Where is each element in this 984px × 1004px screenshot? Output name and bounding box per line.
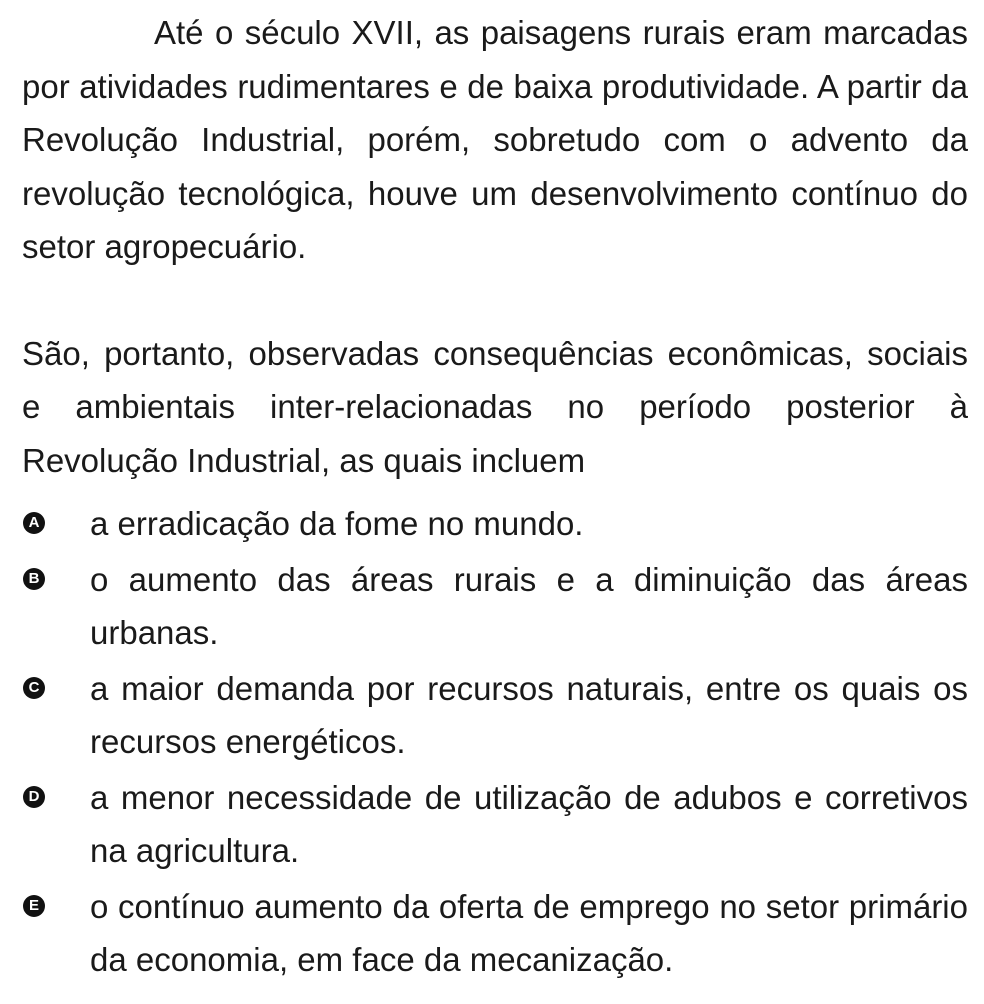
- option-a[interactable]: [22, 497, 968, 551]
- option-e-text: o contínuo aumento da oferta de emprego no setor primário da economia, em face da mecanização.: [90, 887, 968, 978]
- option-d[interactable]: [22, 771, 968, 878]
- question-stem: São, portanto, observadas consequências econômicas, sociais e ambientais inter-relacionadas no período posterior à Revolução Industrial, as quais incluem: [22, 334, 968, 479]
- answer-options: [22, 497, 968, 987]
- option-d-letter-icon: D: [23, 786, 45, 808]
- option-c-text: a maior demanda por recursos naturais, entre os quais os recursos energéticos.: [90, 669, 968, 760]
- context-paragraph: Até o século XVII, as paisagens rurais eram marcadas por atividades rudimentares e de baixa produtividade. A partir da Revolução Industrial, porém, sobretudo com o advento da revolução tecnológica, houve um desenvolvimento contínuo do setor agropecuário.: [22, 14, 968, 265]
- option-b-letter-icon: B: [23, 568, 45, 590]
- option-a-letter-icon: A: [23, 512, 45, 534]
- option-b-text: o aumento das áreas rurais e a diminuição das áreas urbanas.: [90, 560, 968, 651]
- option-e-letter-icon: E: [23, 895, 45, 917]
- option-b[interactable]: [22, 553, 968, 660]
- option-c[interactable]: [22, 662, 968, 769]
- option-c-letter-icon: C: [23, 677, 45, 699]
- question-document: [22, 6, 968, 989]
- option-a-text: a erradicação da fome no mundo.: [90, 505, 584, 542]
- option-e[interactable]: [22, 880, 968, 987]
- option-d-text: a menor necessidade de utilização de adubos e corretivos na agricultura.: [90, 778, 968, 869]
